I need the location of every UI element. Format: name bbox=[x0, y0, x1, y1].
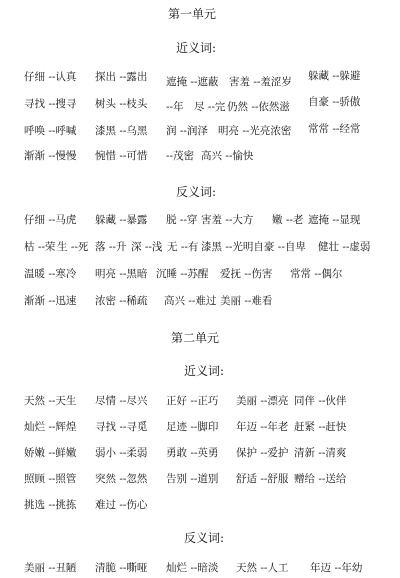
list-item: 勇敢 --英勇 bbox=[166, 447, 219, 459]
list-item: 渐渐 --迅速 bbox=[24, 295, 77, 307]
list-item: 常常 --经常 bbox=[308, 123, 361, 135]
list-item: 润 --润泽 bbox=[166, 125, 208, 137]
list-item: 寻找 --搜寻 bbox=[24, 98, 77, 110]
list-item: 落 --升 bbox=[95, 241, 127, 253]
list-item: 生 --死 bbox=[57, 241, 89, 253]
list-item: 自豪 --骄傲 bbox=[308, 96, 361, 108]
list-item: 清脆 --嘶哑 bbox=[95, 562, 148, 574]
list-item: 尽 --完 bbox=[194, 101, 226, 113]
list-item: 惋惜 --可惜 bbox=[95, 150, 148, 162]
list-item: 渐渐 --慢慢 bbox=[24, 150, 77, 162]
list-item: 温暖 --寒冷 bbox=[24, 268, 77, 280]
list-item: --年 bbox=[166, 101, 184, 113]
unit2-title: 第二单元 bbox=[171, 331, 220, 345]
list-item: 足迹 --脚印 bbox=[166, 421, 219, 433]
list-item: 舒适 --舒服 bbox=[236, 473, 289, 485]
list-item: 躲藏 --暴露 bbox=[95, 214, 148, 226]
list-item: 漆黑 --乌黑 bbox=[95, 125, 148, 137]
list-item: 仔细 --马虎 bbox=[24, 214, 77, 226]
list-item: 遮掩 --显现 bbox=[308, 214, 361, 226]
list-item: 寻找 --寻觅 bbox=[95, 421, 148, 433]
list-item: --茂密 bbox=[166, 150, 195, 162]
unit1-title: 第一单元 bbox=[168, 7, 217, 21]
list-item: 探出 --露出 bbox=[95, 71, 148, 83]
list-item: 爱抚 --伤害 bbox=[220, 268, 273, 280]
list-item: 美丽 --难看 bbox=[220, 295, 273, 307]
list-item: 娇嫩 --鲜嫩 bbox=[24, 447, 77, 459]
list-item: 赠给 --送给 bbox=[294, 473, 347, 485]
list-item: 枯 --荣 bbox=[24, 241, 56, 253]
unit2-synonyms-heading: 近义词: bbox=[184, 364, 225, 378]
list-item: 尽情 --尽兴 bbox=[95, 395, 148, 407]
list-item: 清新 --清爽 bbox=[294, 447, 347, 459]
list-item: 健壮 --虚弱 bbox=[318, 241, 371, 253]
list-item: 年迈 --年幼 bbox=[310, 562, 363, 574]
list-item: 嫩 --老 bbox=[272, 214, 304, 226]
list-item: 年迈 --年老 bbox=[236, 421, 289, 433]
unit1-synonyms-heading: 近义词: bbox=[176, 41, 217, 55]
list-item: 仍然 --依然滋 bbox=[227, 101, 290, 113]
list-item: 天然 --人工 bbox=[236, 562, 289, 574]
list-item: 树头 --枝头 bbox=[95, 98, 148, 110]
list-item: 照顾 --照管 bbox=[24, 473, 77, 485]
list-item: 无 --有 bbox=[167, 241, 199, 253]
list-item: 告别 --道别 bbox=[166, 473, 219, 485]
list-item: 灿烂 --辉煌 bbox=[24, 421, 77, 433]
list-item: 脱 --穿 bbox=[166, 214, 198, 226]
list-item: 常常 --偶尔 bbox=[290, 268, 343, 280]
list-item: 高兴 --难过 bbox=[164, 295, 217, 307]
list-item: 浓密 --稀疏 bbox=[95, 295, 148, 307]
list-item: 美丽 --丑陋 bbox=[24, 562, 77, 574]
list-item: 突然 --忽然 bbox=[95, 473, 148, 485]
list-item: 躲藏 --躲避 bbox=[308, 70, 361, 82]
list-item: 明亮 --光亮浓密 bbox=[218, 125, 292, 137]
list-item: 沉睡 --苏醒 bbox=[156, 268, 209, 280]
list-item: 美丽 --漂亮 bbox=[236, 395, 289, 407]
list-item: 漆黑 --光明自豪 --自卑 bbox=[201, 241, 306, 253]
list-item: 天然 --天生 bbox=[24, 395, 77, 407]
list-item: 仔细 --认真 bbox=[24, 71, 77, 83]
list-item: 保护 --爱护 bbox=[236, 447, 289, 459]
list-item: 高兴 --愉快 bbox=[201, 150, 254, 162]
list-item: 害羞 --大方 bbox=[201, 214, 254, 226]
list-item: 难过 --伤心 bbox=[95, 499, 148, 511]
list-item: 害羞 --羞涩岁 bbox=[229, 76, 292, 88]
list-item: 明亮 --黑暗 bbox=[95, 268, 148, 280]
unit2-antonyms-heading: 反义词: bbox=[184, 531, 225, 545]
list-item: 弱小 --柔弱 bbox=[95, 447, 148, 459]
list-item: 正好 --正巧 bbox=[166, 395, 219, 407]
list-item: 灿烂 --暗淡 bbox=[166, 562, 219, 574]
list-item: 同伴 --伙伴 bbox=[294, 395, 347, 407]
list-item: 呼唤 --呼喊 bbox=[24, 125, 77, 137]
list-item: 赶紧 --赶快 bbox=[294, 421, 347, 433]
list-item: 深 --浅 bbox=[131, 241, 163, 253]
list-item: 遮掩 --遮蔽 bbox=[166, 76, 219, 88]
unit1-antonyms-heading: 反义词: bbox=[176, 185, 217, 199]
list-item: 挑选 --挑拣 bbox=[24, 499, 77, 511]
